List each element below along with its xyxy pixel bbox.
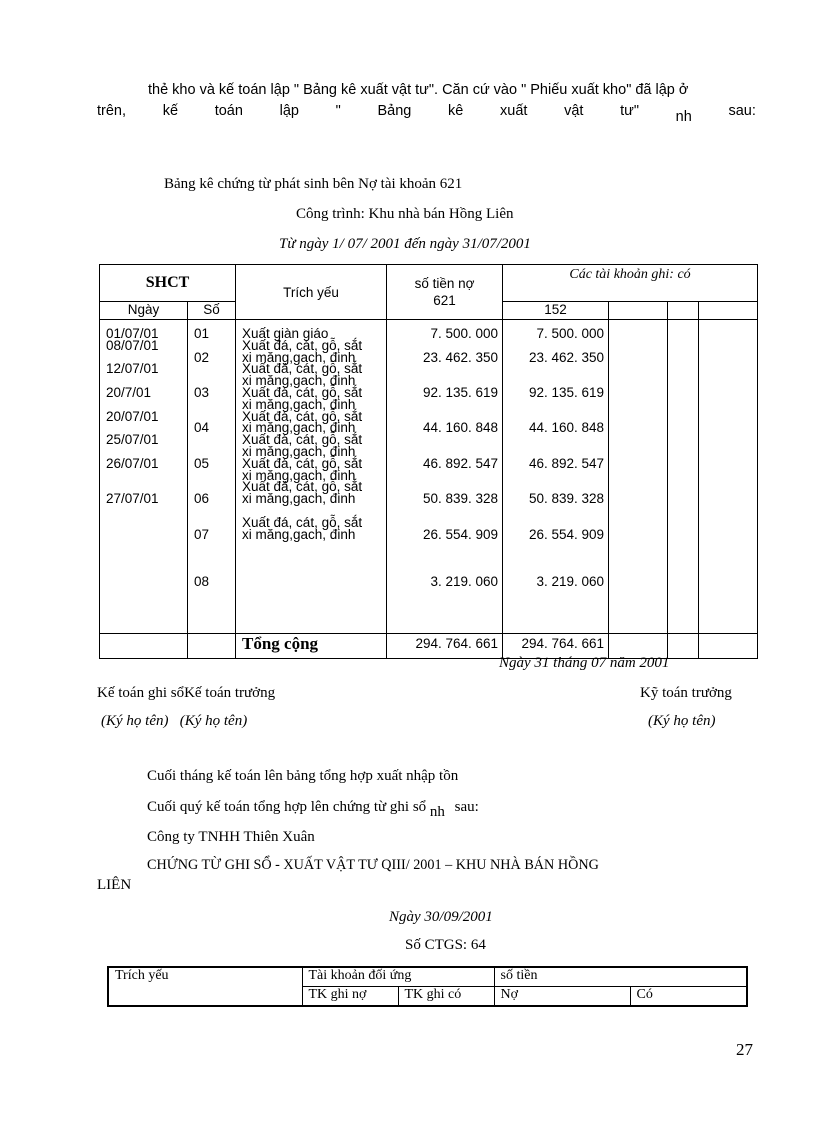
ledger-amount: 7. 500. 000 bbox=[430, 326, 499, 341]
total-credit-152: 294. 764. 661 bbox=[503, 634, 609, 659]
ctgs-desc-header: Trích yếu bbox=[108, 967, 302, 1006]
ledger-amount bbox=[387, 505, 498, 517]
ledger-credit-152: 50. 839. 328 bbox=[528, 491, 605, 507]
credit-152-list bbox=[503, 328, 604, 588]
ledger-num bbox=[194, 363, 235, 375]
intro-line-2 bbox=[97, 103, 756, 125]
ledger-amount bbox=[387, 552, 498, 564]
ledger-amount bbox=[387, 363, 498, 375]
ledger-desc: xi măng,gach, đinh bbox=[242, 396, 356, 412]
amount-header-line2: 621 bbox=[433, 293, 456, 308]
ledger-desc: Xuất đá, cát, gỗ, sắt bbox=[242, 479, 363, 495]
ledger-credit-152: 23. 462. 350 bbox=[528, 349, 605, 365]
ctgs-tk-credit-header: TK ghi có bbox=[398, 987, 494, 1007]
total-num-cell bbox=[188, 634, 236, 659]
credit-col-2 bbox=[609, 302, 668, 320]
paragraph-2-text: Cuối quý kế toán tổng hợp lên chứng từ ghi sổ bbox=[147, 799, 427, 815]
ledger-date: 26/07/01 bbox=[106, 455, 159, 471]
num-list bbox=[194, 328, 235, 588]
amount-header-line1: số tiền nợ bbox=[414, 276, 475, 291]
ctgs-tk-debit-header: TK ghi nợ bbox=[302, 987, 398, 1007]
credit-152-column bbox=[503, 320, 609, 634]
ledger-date: 27/07/01 bbox=[106, 491, 159, 507]
ledger-num bbox=[194, 505, 235, 517]
intro-word: nh bbox=[675, 109, 692, 125]
ledger-num: 07 bbox=[194, 526, 210, 542]
ledger-desc: xi măng,gach, đinh bbox=[242, 349, 356, 365]
ledger-credit-152: 44. 160. 848 bbox=[528, 420, 605, 436]
statement-title: Bảng kê chứng từ phát sinh bên Nợ tài khoản 621 bbox=[164, 176, 463, 192]
ledger-date: 20/07/01 bbox=[106, 408, 159, 424]
company-name: Công ty TNHH Thiên Xuân bbox=[147, 829, 315, 845]
intro-word: vật bbox=[564, 103, 584, 119]
credit-col-4-body bbox=[699, 320, 758, 634]
ledger-num: 08 bbox=[194, 573, 210, 589]
ledger-num: 01 bbox=[194, 326, 210, 341]
ledger-amount bbox=[387, 399, 498, 411]
credit-col-4 bbox=[699, 302, 758, 320]
total-label: Tổng cộng bbox=[236, 634, 387, 659]
ctgs-heading-cont: LIÊN bbox=[97, 877, 132, 893]
ledger-credit-152: 92. 135. 619 bbox=[528, 384, 605, 400]
intro-word: toán bbox=[214, 103, 243, 119]
ledger-credit-152 bbox=[503, 540, 604, 552]
intro-word: " bbox=[335, 103, 341, 119]
desc-header: Trích yếu bbox=[236, 265, 387, 320]
intro-word: trên, bbox=[97, 103, 127, 119]
paragraph-2-nh: nh bbox=[429, 804, 445, 820]
ledger-desc: Xuất đá, cát, gỗ, sắt bbox=[242, 514, 363, 530]
ctgs-heading: CHỨNG TỪ GHI SỔ - XUẤT VẬT TƯ QIII/ 2001 – KHU NHÀ BÁN HỒNG bbox=[147, 857, 599, 873]
ledger-credit-152: 7. 500. 000 bbox=[536, 326, 605, 341]
ledger-desc: Xuất giàn giáo bbox=[242, 326, 329, 341]
intro-word: lập bbox=[279, 103, 299, 119]
ledger-credit-152: 3. 219. 060 bbox=[536, 573, 605, 589]
ledger-amount: 26. 554. 909 bbox=[422, 526, 499, 542]
ledger-credit-152 bbox=[503, 363, 604, 375]
ledger-num bbox=[194, 552, 235, 564]
ctgs-table bbox=[107, 966, 748, 1007]
ledger-desc: Xuất đá, cát, gỗ, sắt bbox=[242, 337, 363, 353]
ledger-desc: Xuất đá, cát, gỗ, sắt bbox=[242, 384, 363, 400]
ctgs-debit-header: Nợ bbox=[494, 987, 630, 1007]
intro-word: sau: bbox=[728, 103, 756, 119]
ledger-desc: Xuất đá, cát, gỗ, sắt bbox=[242, 361, 363, 377]
amount-column bbox=[387, 320, 503, 634]
ledger-amount: 23. 462. 350 bbox=[422, 349, 499, 365]
intro-line-1: thẻ kho và kế toán lập " Bảng kê xuất vật tư". Căn cứ vào " Phiếu xuất kho" đã lập ở bbox=[148, 82, 689, 98]
paragraph-1: Cuối tháng kế toán lên bảng tổng hợp xuất nhập tồn bbox=[147, 768, 459, 784]
ledger-num bbox=[194, 434, 235, 446]
ledger-amount bbox=[387, 470, 498, 482]
date-header: Ngày bbox=[100, 302, 188, 320]
num-column bbox=[188, 320, 236, 634]
ledger-desc: xi măng,gach, đinh bbox=[242, 373, 356, 389]
statement-period: Từ ngày 1/ 07/ 2001 đến ngày 31/07/2001 bbox=[279, 236, 531, 252]
ledger-credit-152: 26. 554. 909 bbox=[528, 526, 605, 542]
ledger-amount: 44. 160. 848 bbox=[422, 420, 499, 436]
credit-col-3-body bbox=[668, 320, 699, 634]
statement-project: Công trình: Khu nhà bán Hồng Liên bbox=[296, 206, 514, 222]
total-amount: 294. 764. 661 bbox=[387, 634, 503, 659]
ledger-credit-152 bbox=[503, 552, 604, 564]
ctgs-credit-header: Có bbox=[630, 987, 747, 1007]
ledger-desc: Xuất đá, cát, gỗ, sắt bbox=[242, 408, 363, 424]
ledger-num: 03 bbox=[194, 384, 210, 400]
ledger-amount bbox=[387, 434, 498, 446]
ctgs-date: Ngày 30/09/2001 bbox=[389, 909, 493, 925]
ledger-amount: 50. 839. 328 bbox=[422, 491, 499, 507]
ledger-desc: xi măng,gach, đinh bbox=[242, 491, 356, 507]
date-column bbox=[100, 320, 188, 634]
shct-header: SHCT bbox=[100, 265, 236, 302]
paragraph-2 bbox=[147, 799, 479, 820]
ledger-desc: Xuất đá, cát, gỗ, sắt bbox=[242, 432, 363, 448]
ledger-desc: xi măng,gach, đinh bbox=[242, 467, 356, 483]
ledger-num: 02 bbox=[194, 349, 210, 365]
signature-signs-left: (Ký họ tên) (Ký họ tên) bbox=[101, 713, 248, 729]
ledger-credit-152 bbox=[503, 470, 604, 482]
ledger-amount: 3. 219. 060 bbox=[430, 573, 499, 589]
total-date-cell bbox=[100, 634, 188, 659]
credit-accounts-header: Các tài khoản ghi: có bbox=[503, 265, 758, 302]
ledger-date: 20/7/01 bbox=[106, 384, 152, 400]
credit-152-header: 152 bbox=[503, 302, 609, 320]
ledger-amount bbox=[387, 540, 498, 552]
intro-word: kê bbox=[448, 103, 464, 119]
date-list bbox=[106, 328, 187, 505]
ledger-date: 01/07/01 bbox=[106, 326, 159, 341]
intro-word: tư" bbox=[620, 103, 639, 119]
ledger-credit-152 bbox=[503, 434, 604, 446]
ledger-table bbox=[99, 264, 758, 659]
desc-list bbox=[242, 328, 386, 540]
ctgs-amount-header: số tiền bbox=[494, 967, 747, 987]
ledger-num bbox=[194, 540, 235, 552]
signature-titles-left: Kế toán ghi sổKế toán trưởng bbox=[97, 685, 276, 701]
ledger-num: 05 bbox=[194, 455, 210, 471]
page-number: 27 bbox=[736, 1040, 753, 1059]
ledger-num bbox=[194, 470, 235, 482]
amount-header bbox=[387, 265, 503, 320]
ledger-desc: xi măng,gach, đinh bbox=[242, 526, 356, 542]
ctgs-number: Số CTGS: 64 bbox=[405, 937, 486, 953]
ledger-desc: xi măng,gach, đinh bbox=[242, 443, 356, 459]
signature-date: Ngày 31 tháng 07 năm 2001 bbox=[499, 655, 670, 671]
total-credit-col-4 bbox=[699, 634, 758, 659]
ledger-num: 06 bbox=[194, 491, 210, 507]
signature-sign-right: (Ký họ tên) bbox=[648, 713, 716, 729]
amount-list bbox=[387, 328, 498, 588]
ledger-amount: 92. 135. 619 bbox=[422, 384, 499, 400]
num-header: Số bbox=[188, 302, 236, 320]
intro-word: xuất bbox=[500, 103, 528, 119]
ledger-credit-152 bbox=[503, 505, 604, 517]
credit-col-3 bbox=[668, 302, 699, 320]
paragraph-2-end: sau: bbox=[454, 799, 479, 815]
ctgs-account-header: Tài khoản đối ứng bbox=[302, 967, 494, 987]
ledger-credit-152: 46. 892. 547 bbox=[528, 455, 605, 471]
intro-word: kế bbox=[162, 103, 179, 119]
intro-word: Bảng bbox=[377, 103, 412, 119]
ledger-amount: 46. 892. 547 bbox=[422, 455, 499, 471]
credit-col-2-body bbox=[609, 320, 668, 634]
ledger-date: 25/07/01 bbox=[106, 432, 159, 448]
total-credit-col-3 bbox=[668, 634, 699, 659]
ledger-date: 12/07/01 bbox=[106, 361, 159, 377]
ledger-date: 08/07/01 bbox=[106, 337, 159, 353]
ledger-desc: xi măng,gach, đinh bbox=[242, 420, 356, 436]
ledger-date bbox=[106, 470, 187, 482]
ledger-num bbox=[194, 399, 235, 411]
signature-title-right: Kỹ toán trưởng bbox=[640, 685, 732, 701]
ledger-num: 04 bbox=[194, 420, 210, 436]
desc-column bbox=[236, 320, 387, 634]
ledger-credit-152 bbox=[503, 399, 604, 411]
ledger-desc: Xuất đá, cát, gỗ, sắt bbox=[242, 455, 363, 471]
